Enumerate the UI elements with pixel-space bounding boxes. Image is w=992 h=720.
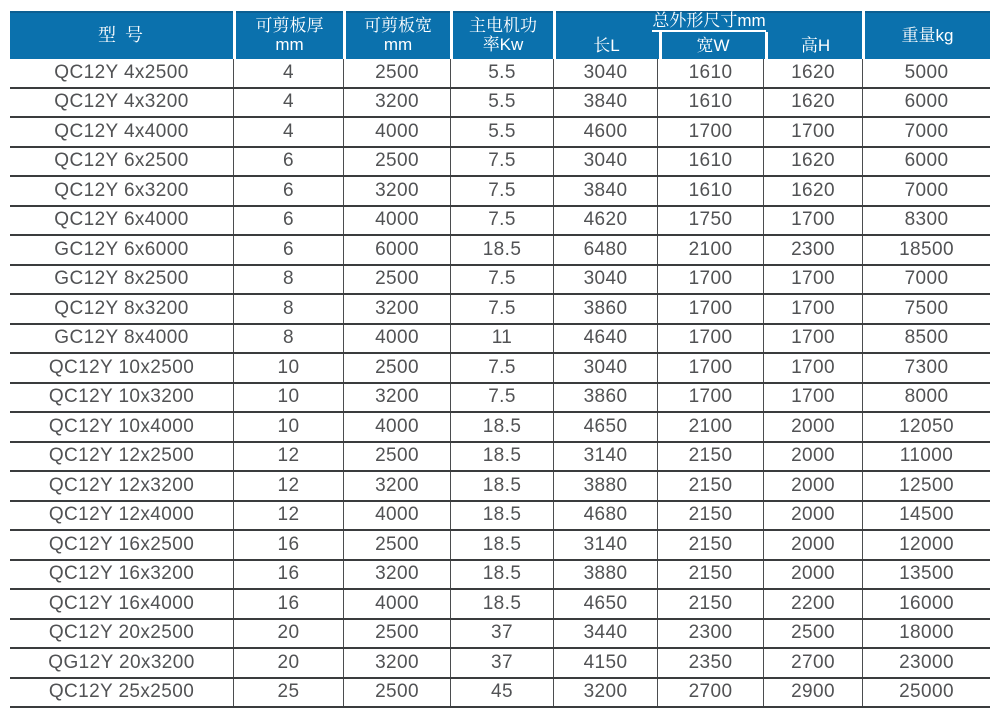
cell-plate-width: 4000 <box>343 413 450 441</box>
cell-thickness: 6 <box>233 236 343 264</box>
cell-weight: 13500 <box>862 561 990 589</box>
table-row <box>10 620 990 650</box>
cell-height: 1700 <box>763 325 862 353</box>
cell-model: GC12Y 6x6000 <box>54 238 189 260</box>
cell-weight: 16000 <box>862 590 990 618</box>
cell-weight: 6000 <box>862 148 990 176</box>
cell-model: QC12Y 16x2500 <box>48 533 195 555</box>
cell-power: 18.5 <box>450 590 553 618</box>
cell-length: 3860 <box>553 384 657 412</box>
cell-width: 2100 <box>657 413 763 441</box>
cell-height: 1700 <box>763 118 862 146</box>
cell-model: QC12Y 4x3200 <box>54 91 189 113</box>
cell-weight: 7000 <box>862 177 990 205</box>
cell-weight: 25000 <box>862 679 990 707</box>
cell-length: 3040 <box>553 148 657 176</box>
cell-length: 3880 <box>553 472 657 500</box>
cell-power: 18.5 <box>450 413 553 441</box>
cell-length: 3440 <box>553 620 657 648</box>
cell-plate-width: 2500 <box>343 679 450 707</box>
cell-thickness: 16 <box>233 590 343 618</box>
cell-height: 1620 <box>763 89 862 117</box>
table-row <box>10 472 990 502</box>
cell-power: 18.5 <box>450 502 553 530</box>
spec-table <box>10 11 990 708</box>
cell-power: 37 <box>450 620 553 648</box>
cell-height: 2300 <box>763 236 862 264</box>
cell-length: 4600 <box>553 118 657 146</box>
cell-power: 7.5 <box>450 295 553 323</box>
cell-power: 18.5 <box>450 472 553 500</box>
cell-weight: 6000 <box>862 89 990 117</box>
table-row <box>10 118 990 148</box>
cell-thickness: 12 <box>233 502 343 530</box>
cell-height: 2700 <box>763 649 862 677</box>
cell-power: 18.5 <box>450 236 553 264</box>
cell-weight: 12000 <box>862 531 990 559</box>
cell-model: QC12Y 12x2500 <box>48 445 195 467</box>
cell-power: 18.5 <box>450 443 553 471</box>
cell-length: 3200 <box>553 679 657 707</box>
cell-width: 1700 <box>657 118 763 146</box>
cell-width: 1700 <box>657 295 763 323</box>
cell-model: QC12Y 6x4000 <box>54 209 189 231</box>
cell-power: 7.5 <box>450 266 553 294</box>
cell-weight: 7000 <box>862 266 990 294</box>
cell-height: 2200 <box>763 590 862 618</box>
cell-weight: 8000 <box>862 384 990 412</box>
cell-plate-width: 2500 <box>343 148 450 176</box>
header-dim-length: 长L <box>593 36 620 55</box>
cell-height: 1620 <box>763 59 862 87</box>
cell-thickness: 16 <box>233 531 343 559</box>
cell-width: 1610 <box>657 59 763 87</box>
cell-power: 7.5 <box>450 177 553 205</box>
cell-height: 1700 <box>763 354 862 382</box>
header-cut-width <box>343 11 450 59</box>
cell-height: 2900 <box>763 679 862 707</box>
cell-width: 1700 <box>657 266 763 294</box>
cell-power: 18.5 <box>450 531 553 559</box>
table-row <box>10 89 990 119</box>
header-dim-height: 高H <box>765 32 864 59</box>
header-motor-power <box>450 11 553 59</box>
cell-model: QC12Y 6x2500 <box>54 150 189 172</box>
cell-model: QC12Y 8x3200 <box>54 297 189 319</box>
cell-height: 2000 <box>763 443 862 471</box>
cell-height: 1700 <box>763 384 862 412</box>
cell-width: 2700 <box>657 679 763 707</box>
cell-plate-width: 3200 <box>343 89 450 117</box>
cell-plate-width: 2500 <box>343 266 450 294</box>
header-cut-thickness-line1: 可剪板厚 <box>255 16 324 35</box>
header-dim-width: 宽W <box>659 32 765 59</box>
table-row <box>10 413 990 443</box>
cell-length: 4650 <box>553 413 657 441</box>
cell-height: 2000 <box>763 502 862 530</box>
cell-width: 2150 <box>657 472 763 500</box>
cell-width: 2100 <box>657 236 763 264</box>
cell-width: 1610 <box>657 177 763 205</box>
cell-thickness: 4 <box>233 118 343 146</box>
cell-width: 1610 <box>657 89 763 117</box>
cell-height: 1700 <box>763 266 862 294</box>
cell-thickness: 8 <box>233 325 343 353</box>
cell-power: 7.5 <box>450 207 553 235</box>
cell-plate-width: 4000 <box>343 325 450 353</box>
table-header-row <box>10 11 990 59</box>
table-row <box>10 207 990 237</box>
cell-plate-width: 2500 <box>343 531 450 559</box>
cell-thickness: 16 <box>233 561 343 589</box>
cell-model: QC12Y 25x2500 <box>48 681 195 703</box>
cell-power: 5.5 <box>450 59 553 87</box>
cell-height: 2000 <box>763 413 862 441</box>
cell-weight: 18500 <box>862 236 990 264</box>
cell-thickness: 4 <box>233 59 343 87</box>
cell-model: QC12Y 12x3200 <box>48 474 195 496</box>
cell-thickness: 12 <box>233 472 343 500</box>
table-row <box>10 354 990 384</box>
cell-thickness: 25 <box>233 679 343 707</box>
cell-weight: 14500 <box>862 502 990 530</box>
header-dimensions-group <box>553 11 862 59</box>
cell-length: 3040 <box>553 354 657 382</box>
table-row <box>10 148 990 178</box>
cell-power: 11 <box>450 325 553 353</box>
cell-weight: 11000 <box>862 443 990 471</box>
header-model: 型 号 <box>97 24 145 45</box>
cell-height: 1620 <box>763 177 862 205</box>
header-motor-power-line1: 主电机功 <box>469 16 537 35</box>
cell-width: 2150 <box>657 443 763 471</box>
cell-weight: 18000 <box>862 620 990 648</box>
cell-height: 1700 <box>763 207 862 235</box>
cell-plate-width: 4000 <box>343 118 450 146</box>
cell-power: 37 <box>450 649 553 677</box>
cell-plate-width: 3200 <box>343 472 450 500</box>
table-row <box>10 325 990 355</box>
cell-width: 1610 <box>657 148 763 176</box>
cell-model: QC12Y 10x4000 <box>48 415 195 437</box>
cell-width: 2350 <box>657 649 763 677</box>
cell-length: 6480 <box>553 236 657 264</box>
cell-length: 3040 <box>553 59 657 87</box>
cell-weight: 7300 <box>862 354 990 382</box>
cell-thickness: 20 <box>233 620 343 648</box>
cell-plate-width: 4000 <box>343 207 450 235</box>
cell-thickness: 6 <box>233 207 343 235</box>
cell-height: 2500 <box>763 620 862 648</box>
cell-length: 3140 <box>553 443 657 471</box>
table-row <box>10 649 990 679</box>
cell-length: 3840 <box>553 89 657 117</box>
cell-width: 2150 <box>657 531 763 559</box>
cell-plate-width: 2500 <box>343 354 450 382</box>
cell-height: 2000 <box>763 531 862 559</box>
cell-model: QC12Y 4x2500 <box>54 61 189 83</box>
cell-width: 1700 <box>657 354 763 382</box>
header-cut-width-line2: mm <box>383 35 413 54</box>
table-row <box>10 384 990 414</box>
table-row <box>10 236 990 266</box>
header-cut-width-line1: 可剪板宽 <box>364 16 432 35</box>
cell-length: 4620 <box>553 207 657 235</box>
cell-weight: 8500 <box>862 325 990 353</box>
cell-plate-width: 4000 <box>343 502 450 530</box>
cell-thickness: 10 <box>233 354 343 382</box>
cell-model: QC12Y 10x2500 <box>48 356 195 378</box>
cell-width: 1700 <box>657 384 763 412</box>
cell-weight: 12050 <box>862 413 990 441</box>
cell-length: 4150 <box>553 649 657 677</box>
cell-thickness: 8 <box>233 266 343 294</box>
table-row <box>10 443 990 473</box>
header-dimensions-subrow <box>555 32 864 59</box>
cell-plate-width: 6000 <box>343 236 450 264</box>
cell-plate-width: 3200 <box>343 561 450 589</box>
cell-power: 5.5 <box>450 89 553 117</box>
cell-weight: 8300 <box>862 207 990 235</box>
table-row <box>10 59 990 89</box>
cell-plate-width: 3200 <box>343 177 450 205</box>
cell-plate-width: 3200 <box>343 384 450 412</box>
cell-plate-width: 3200 <box>343 295 450 323</box>
cell-height: 1620 <box>763 148 862 176</box>
cell-model: QC12Y 16x4000 <box>48 592 195 614</box>
cell-width: 2300 <box>657 620 763 648</box>
cell-width: 2150 <box>657 590 763 618</box>
header-cut-thickness <box>233 11 343 59</box>
cell-power: 7.5 <box>450 384 553 412</box>
table-row <box>10 590 990 620</box>
cell-plate-width: 2500 <box>343 59 450 87</box>
cell-thickness: 10 <box>233 384 343 412</box>
cell-length: 3840 <box>553 177 657 205</box>
cell-power: 7.5 <box>450 354 553 382</box>
cell-thickness: 8 <box>233 295 343 323</box>
cell-length: 3140 <box>553 531 657 559</box>
cell-model: QC12Y 20x2500 <box>48 622 195 644</box>
cell-plate-width: 3200 <box>343 649 450 677</box>
cell-model: GC12Y 8x2500 <box>54 268 189 290</box>
table-body <box>10 59 990 708</box>
cell-model: QC12Y 6x3200 <box>54 179 189 201</box>
cell-length: 4650 <box>553 590 657 618</box>
cell-model: QC12Y 4x4000 <box>54 120 189 142</box>
cell-width: 1700 <box>657 325 763 353</box>
table-row <box>10 502 990 532</box>
cell-thickness: 10 <box>233 413 343 441</box>
cell-height: 1700 <box>763 295 862 323</box>
cell-length: 4640 <box>553 325 657 353</box>
cell-plate-width: 2500 <box>343 620 450 648</box>
cell-thickness: 4 <box>233 89 343 117</box>
cell-height: 2000 <box>763 472 862 500</box>
cell-thickness: 6 <box>233 177 343 205</box>
cell-plate-width: 2500 <box>343 443 450 471</box>
cell-height: 2000 <box>763 561 862 589</box>
cell-model: QC12Y 12x4000 <box>48 504 195 526</box>
cell-thickness: 20 <box>233 649 343 677</box>
table-row <box>10 679 990 709</box>
cell-length: 3040 <box>553 266 657 294</box>
header-weight: 重量kg <box>862 11 990 59</box>
cell-weight: 7000 <box>862 118 990 146</box>
cell-power: 45 <box>450 679 553 707</box>
cell-length: 4680 <box>553 502 657 530</box>
cell-weight: 7500 <box>862 295 990 323</box>
cell-width: 2150 <box>657 502 763 530</box>
cell-thickness: 6 <box>233 148 343 176</box>
cell-length: 3860 <box>553 295 657 323</box>
header-dimensions-label: 总外形尺寸mm <box>652 11 766 30</box>
cell-weight: 23000 <box>862 649 990 677</box>
cell-plate-width: 4000 <box>343 590 450 618</box>
cell-model: QC12Y 16x3200 <box>48 563 195 585</box>
table-row <box>10 561 990 591</box>
table-row <box>10 266 990 296</box>
cell-power: 7.5 <box>450 148 553 176</box>
cell-width: 1750 <box>657 207 763 235</box>
cell-model: GC12Y 8x4000 <box>54 327 189 349</box>
table-row <box>10 531 990 561</box>
cell-thickness: 12 <box>233 443 343 471</box>
table-row <box>10 295 990 325</box>
cell-power: 18.5 <box>450 561 553 589</box>
cell-width: 2150 <box>657 561 763 589</box>
cell-power: 5.5 <box>450 118 553 146</box>
cell-length: 3880 <box>553 561 657 589</box>
header-cut-thickness-line2: mm <box>275 35 304 54</box>
cell-model: QG12Y 20x3200 <box>48 651 195 673</box>
cell-weight: 5000 <box>862 59 990 87</box>
cell-weight: 12500 <box>862 472 990 500</box>
cell-model: QC12Y 10x3200 <box>48 386 195 408</box>
table-row <box>10 177 990 207</box>
header-motor-power-line2: 率Kw <box>482 35 524 54</box>
